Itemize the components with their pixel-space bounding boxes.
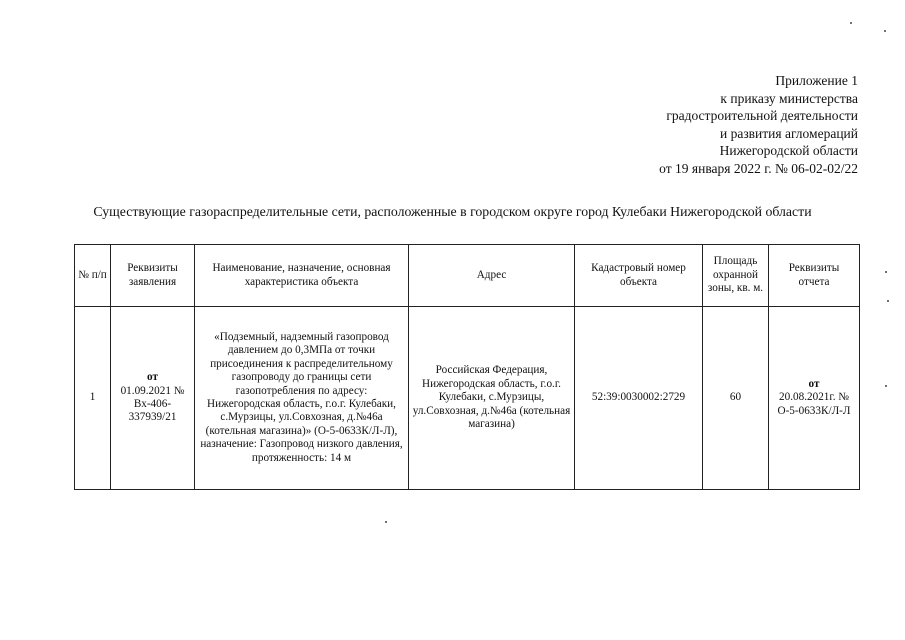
scan-speck xyxy=(850,22,852,24)
object-description: «Подземный, надземный газопровод давлением до 0,3МПа от точки присоединения к распределительному газопроводу до границы сети газопотребления по адресу: Нижегородская область, г.о.г. Кулебаки, с.Мурзицы, ул.Совхозная, д.№46а (котельная магазина)» (О-5-0633К/Л-Л), назначение: Газопровод низкого давления, протяженность: 14 м xyxy=(200,330,403,464)
scan-speck xyxy=(887,300,889,302)
annex-line: градостроительной деятельности xyxy=(666,108,858,124)
scan-speck xyxy=(885,271,887,273)
cell-area: 60 xyxy=(703,307,769,490)
gas-network-table xyxy=(74,244,860,490)
table-row xyxy=(75,307,860,490)
request-prefix: от xyxy=(147,371,158,384)
scan-speck xyxy=(385,521,387,523)
annex-line: Приложение 1 xyxy=(775,73,858,88)
annex-line: Нижегородской области xyxy=(719,143,858,159)
cell-num: 1 xyxy=(75,307,111,490)
annex-header xyxy=(659,72,858,178)
scan-speck xyxy=(884,30,886,32)
header-name: Наименование, назначение, основная характеристика объекта xyxy=(195,245,409,307)
report-prefix: от xyxy=(808,377,820,390)
header-num: № п/п xyxy=(75,245,111,307)
annex-line: к приказу министерства xyxy=(720,90,858,106)
header-cadastral: Кадастровый номер объекта xyxy=(575,245,703,307)
table-header-row xyxy=(75,245,860,307)
cell-report xyxy=(769,307,860,490)
annex-line: и развития агломераций xyxy=(719,125,858,141)
header-area: Площадь охранной зоны, кв. м. xyxy=(703,245,769,307)
header-address: Адрес xyxy=(409,245,575,307)
object-address: Российская Федерация, Нижегородская область, г.о.г. Кулебаки, с.Мурзицы, ул.Совхозная, д.№46а (котельная магазина) xyxy=(412,364,571,431)
cell-cadastral: 52:39:0030002:2729 xyxy=(575,307,703,490)
cell-name xyxy=(195,307,409,490)
scan-speck xyxy=(885,385,887,387)
header-request: Реквизиты заявления xyxy=(111,245,195,307)
cell-address xyxy=(409,307,575,490)
report-details: 20.08.2021г. № О-5-0633К/Л-Л xyxy=(777,391,851,417)
header-report: Реквизиты отчета xyxy=(769,245,860,307)
document-title: Существующие газораспределительные сети, расположенные в городском округе город Кулебаки Нижегородской области xyxy=(93,204,812,219)
cell-request xyxy=(111,307,195,490)
request-details: 01.09.2021 № Вх-406-337939/21 xyxy=(120,384,185,424)
annex-line: от 19 января 2022 г. № 06-02-02/22 xyxy=(659,160,858,176)
